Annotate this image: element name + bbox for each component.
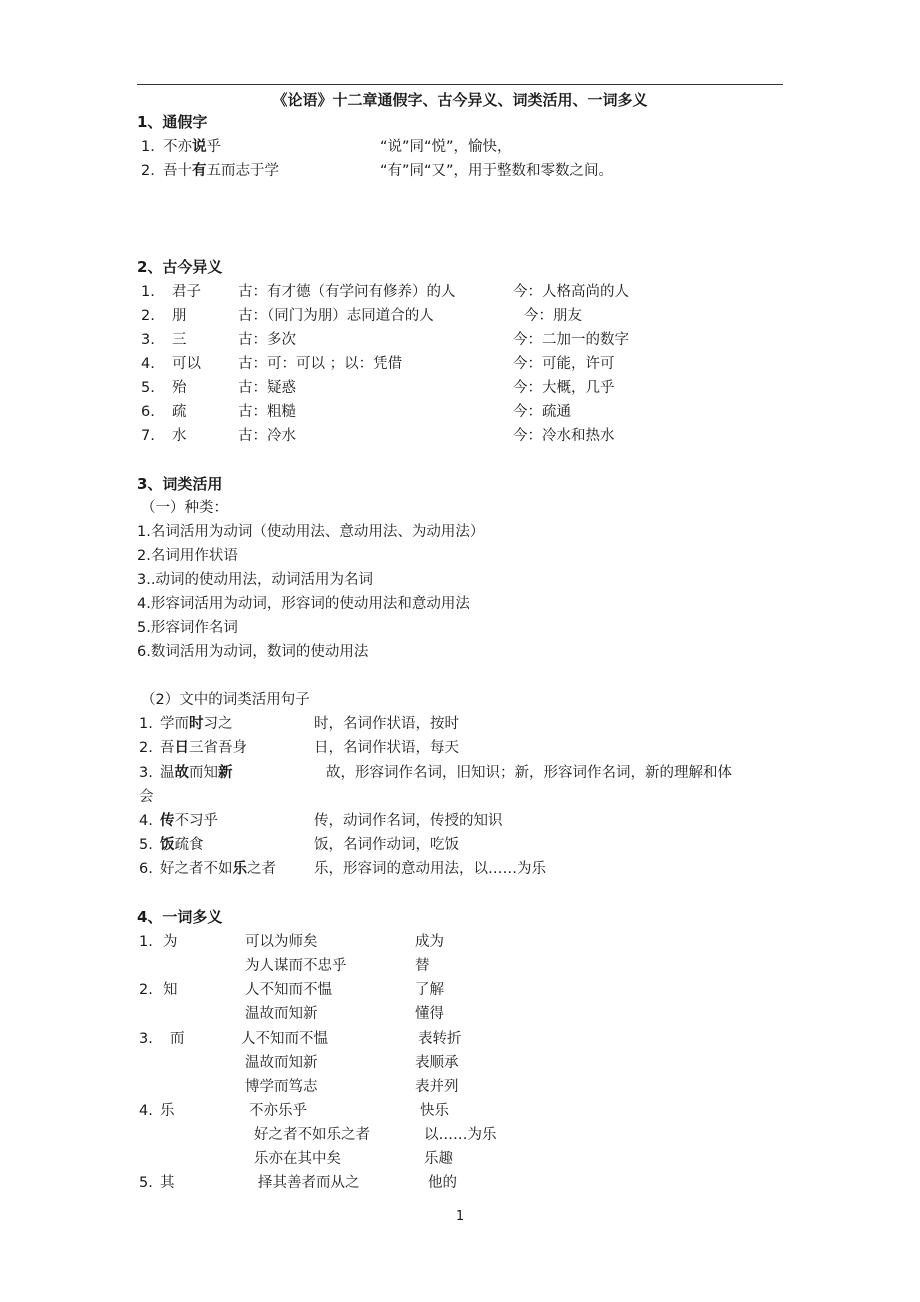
list-item-ancient: 古：多次	[238, 332, 296, 348]
list-item-modern: 今：可能，许可	[513, 356, 615, 372]
example-meaning: 替	[415, 958, 430, 974]
list-item-modern: 今：疏通	[513, 404, 571, 420]
list-item-sentence: 饭疏食	[160, 837, 204, 853]
list-item: 1.名词活用为动词（使动用法、意动用法、为动用法）	[137, 524, 485, 540]
list-item-number: 3.	[139, 1031, 153, 1047]
page-title: 《论语》十二章通假字、古今异义、词类活用、一词多义	[272, 91, 648, 109]
list-item-sentence: 学而时习之	[160, 716, 233, 732]
list-item-word: 其	[160, 1175, 175, 1191]
example-meaning: 成为	[415, 934, 444, 950]
list-item-number: 1.	[139, 716, 153, 732]
list-item-sentence: 吾日三省吾身	[160, 740, 247, 756]
example-meaning: 他的	[428, 1175, 457, 1191]
example-meaning: 快乐	[420, 1103, 449, 1119]
list-item-note: 时，名词作状语，按时	[314, 716, 459, 732]
example-sentence: 择其善者而从之	[258, 1175, 360, 1191]
list-item-note: 乐，形容词的意动用法，以……为乐	[314, 861, 546, 877]
list-item-modern: 今：朋友	[524, 308, 582, 324]
list-item-note-continued: 会	[139, 789, 154, 805]
list-item-number: 1.	[141, 284, 155, 300]
section-heading: 3、词类活用	[137, 475, 223, 493]
example-sentence: 乐亦在其中矣	[254, 1151, 341, 1167]
list-item-ancient: 古：粗糙	[238, 404, 296, 420]
list-item-number: 1.	[141, 139, 155, 155]
list-item-note: 日，名词作状语，每天	[314, 740, 459, 756]
list-item-word: 而	[170, 1031, 185, 1047]
list-item-number: 2.	[139, 982, 153, 998]
list-item-sentence: 温故而知新	[160, 765, 233, 781]
subheading: （一）种类：	[141, 500, 228, 516]
list-item-word: 朋	[172, 308, 187, 324]
list-item-modern: 今：二加一的数字	[513, 332, 629, 348]
subheading: （2）文中的词类活用句子	[141, 692, 310, 708]
list-item-number: 5.	[139, 837, 153, 853]
example-sentence: 好之者不如乐之者	[254, 1127, 370, 1143]
list-item-word: 为	[163, 934, 178, 950]
list-item-number: 4.	[139, 813, 153, 829]
list-item-word: 可以	[172, 356, 201, 372]
list-item-sentence: 吾十有五而志于学	[163, 163, 279, 179]
list-item-ancient: 古：有才德（有学问有修养）的人	[238, 284, 456, 300]
list-item: 6.数词活用为动词，数词的使动用法	[137, 644, 369, 660]
example-sentence: 温故而知新	[245, 1006, 318, 1022]
list-item-note: 饭，名词作动词，吃饭	[314, 837, 459, 853]
list-item: 3..动词的使动用法，动词活用为名词	[137, 572, 373, 588]
example-meaning: 乐趣	[424, 1151, 453, 1167]
example-sentence: 不亦乐乎	[249, 1103, 307, 1119]
list-item-word: 三	[172, 332, 187, 348]
example-meaning: 以……为乐	[424, 1127, 497, 1143]
list-item-number: 4.	[141, 356, 155, 372]
header-rule	[137, 84, 783, 85]
list-item-word: 殆	[172, 380, 187, 396]
example-sentence: 人不知而不愠	[241, 1031, 328, 1047]
list-item-number: 1.	[139, 934, 153, 950]
list-item-word: 乐	[160, 1103, 175, 1119]
list-item-ancient: 古：可：可以 ；以：凭借	[238, 356, 403, 372]
list-item-note: “有”同“又”，用于整数和零数之间。	[380, 163, 614, 179]
example-meaning: 表转折	[418, 1031, 462, 1047]
list-item: 2.名词用作状语	[137, 548, 238, 564]
list-item-note: “说”同“悦”，愉快，	[380, 139, 512, 155]
example-meaning: 表并列	[415, 1079, 459, 1095]
list-item-number: 6.	[141, 404, 155, 420]
list-item-number: 4.	[139, 1103, 153, 1119]
page-number: 1	[455, 1209, 465, 1224]
list-item-sentence: 不亦说乎	[163, 139, 221, 155]
list-item-ancient: 古：（同门为朋）志同道合的人	[238, 308, 434, 324]
list-item-modern: 今：大概，几乎	[513, 380, 615, 396]
example-meaning: 懂得	[415, 1006, 444, 1022]
section-heading: 4、一词多义	[137, 908, 223, 926]
list-item-word: 知	[163, 982, 178, 998]
list-item: 5.形容词作名词	[137, 620, 238, 636]
example-meaning: 表顺承	[415, 1055, 459, 1071]
list-item-sentence: 传不习乎	[160, 813, 218, 829]
example-sentence: 为人谋而不忠乎	[245, 958, 347, 974]
list-item-sentence: 好之者不如乐之者	[160, 861, 276, 877]
list-item-number: 3.	[141, 332, 155, 348]
section-heading: 2、古今异义	[137, 258, 223, 276]
list-item-word: 君子	[172, 284, 201, 300]
list-item-number: 5.	[141, 380, 155, 396]
list-item-ancient: 古：冷水	[238, 428, 296, 444]
example-sentence: 博学而笃志	[245, 1079, 318, 1095]
list-item-number: 6.	[139, 861, 153, 877]
list-item-word: 疏	[172, 404, 187, 420]
list-item-note: 传，动词作名词，传授的知识	[314, 813, 503, 829]
section-heading: 1、通假字	[137, 113, 208, 131]
list-item-number: 2.	[139, 740, 153, 756]
list-item-note: 故，形容词作名词，旧知识；新，形容词作名词，新的理解和体	[326, 765, 732, 781]
list-item-ancient: 古：疑惑	[238, 380, 296, 396]
example-sentence: 人不知而不愠	[245, 982, 332, 998]
example-sentence: 温故而知新	[245, 1055, 318, 1071]
list-item-word: 水	[172, 428, 187, 444]
list-item-number: 5.	[139, 1175, 153, 1191]
list-item-modern: 今：人格高尚的人	[513, 284, 629, 300]
example-sentence: 可以为师矣	[245, 934, 318, 950]
list-item-number: 7.	[141, 428, 155, 444]
list-item-number: 2.	[141, 163, 155, 179]
list-item-modern: 今：冷水和热水	[513, 428, 615, 444]
list-item: 4.形容词活用为动词，形容词的使动用法和意动用法	[137, 596, 470, 612]
list-item-number: 2.	[141, 308, 155, 324]
list-item-number: 3.	[139, 765, 153, 781]
example-meaning: 了解	[415, 982, 444, 998]
